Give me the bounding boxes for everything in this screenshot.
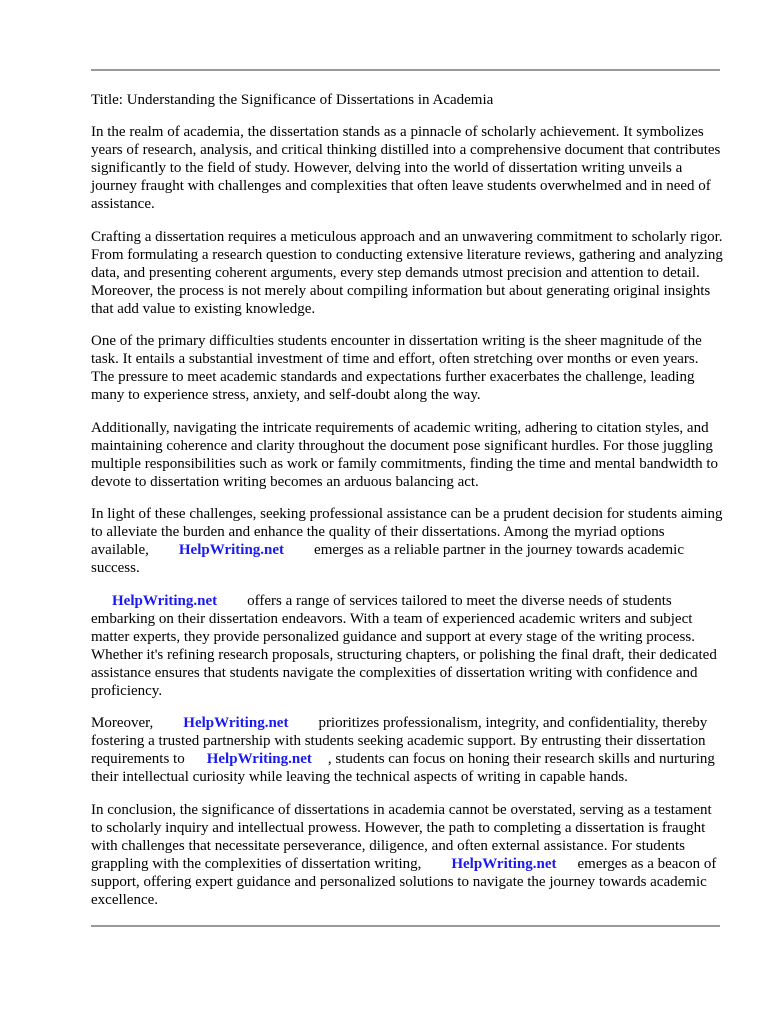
helpwriting-link[interactable]: HelpWriting.net	[451, 855, 557, 872]
paragraph-5	[91, 505, 723, 577]
paragraph-2: Crafting a dissertation requires a meticulous approach and an unwavering commitment to scholarly rigor. From formulating a research question to conducting extensive literature reviews, gathering and analyzing data, and presenting coherent arguments, every step demands utmost precision and attention to detail. Moreover, the process is not merely about compiling information but about generating original insights that add value to existing knowledge.	[91, 228, 723, 317]
top-divider	[91, 69, 720, 71]
paragraph-8-text-after: emerges as a beacon of support, offering expert guidance and personalized solutions to navigate the journey towards academic excellence.	[91, 855, 717, 908]
paragraph-5-text-before: In light of these challenges, seeking professional assistance can be a prudent decision for students aiming to alleviate the burden and enhance the quality of their dissertations. Among the myriad options available,	[91, 506, 723, 558]
paragraph-1: In the realm of academia, the dissertation stands as a pinnacle of scholarly achievement. It symbolizes years of research, analysis, and critical thinking distilled into a comprehensive document that contributes significantly to the field of study. However, delving into the world of dissertation writing unveils a journey fraught with challenges and complexities that often leave students overwhelmed and in need of assistance.	[91, 124, 721, 212]
paragraph-7	[91, 714, 723, 786]
paragraph-7-text-after: , students can focus on honing their research skills and nurturing their intellectual curiosity while leaving the technical aspects of writing in capable hands.	[91, 751, 715, 785]
helpwriting-link[interactable]: HelpWriting.net	[178, 542, 285, 558]
paragraph-8	[91, 801, 723, 909]
paragraph-6-text: offers a range of services tailored to meet the diverse needs of students embarking on their dissertation endeavors. With a team of experienced academic writers and subject matter experts, they provide personalized guidance and support at every stage of the writing process. Whether it's refining research proposals, structuring chapters, or polishing the final draft, their dedicated assistance ensures that students navigate the complexities of dissertation writing with confidence and proficiency.	[91, 592, 717, 699]
helpwriting-link[interactable]: HelpWriting.net	[206, 751, 312, 767]
document-body	[91, 91, 723, 923]
paragraph-5-text-after: emerges as a reliable partner in the journey towards academic success.	[91, 542, 685, 576]
helpwriting-link[interactable]: HelpWriting.net	[183, 715, 289, 731]
helpwriting-link[interactable]: HelpWriting.net	[112, 592, 218, 609]
paragraph-7-text-before: Moreover,	[91, 715, 154, 731]
paragraph-3: One of the primary difficulties students encounter in dissertation writing is the sheer magnitude of the task. It entails a substantial investment of time and effort, often stretching over months or even years. The pressure to meet academic standards and expectations further exacerbates the challenge, leading many to experience stress, anxiety, and self-doubt along the way.	[91, 333, 702, 403]
paragraph-4: Additionally, navigating the intricate requirements of academic writing, adhering to citation styles, and maintaining coherence and clarity throughout the document pose significant hurdles. For those juggling multiple responsibilities such as work or family commitments, finding the time and mental bandwidth to devote to dissertation writing becomes an arduous balancing act.	[91, 419, 718, 490]
paragraph-7-text-middle: prioritizes professionalism, integrity, and confidentiality, thereby fostering a trusted partnership with students seeking academic support. By entrusting their dissertation requirements to	[91, 715, 708, 767]
bottom-divider	[91, 925, 720, 927]
paragraph-8-text-before: In conclusion, the significance of dissertations in academia cannot be overstated, serving as a testament to scholarly inquiry and intellectual prowess. However, the path to completing a dissertation is fraught with challenges that necessitate perseverance, diligence, and often external assistance. For students grappling with the complexities of dissertation writing,	[91, 801, 712, 872]
document-title: Title: Understanding the Significance of Dissertations in Academia	[91, 92, 494, 108]
paragraph-6	[91, 592, 723, 700]
